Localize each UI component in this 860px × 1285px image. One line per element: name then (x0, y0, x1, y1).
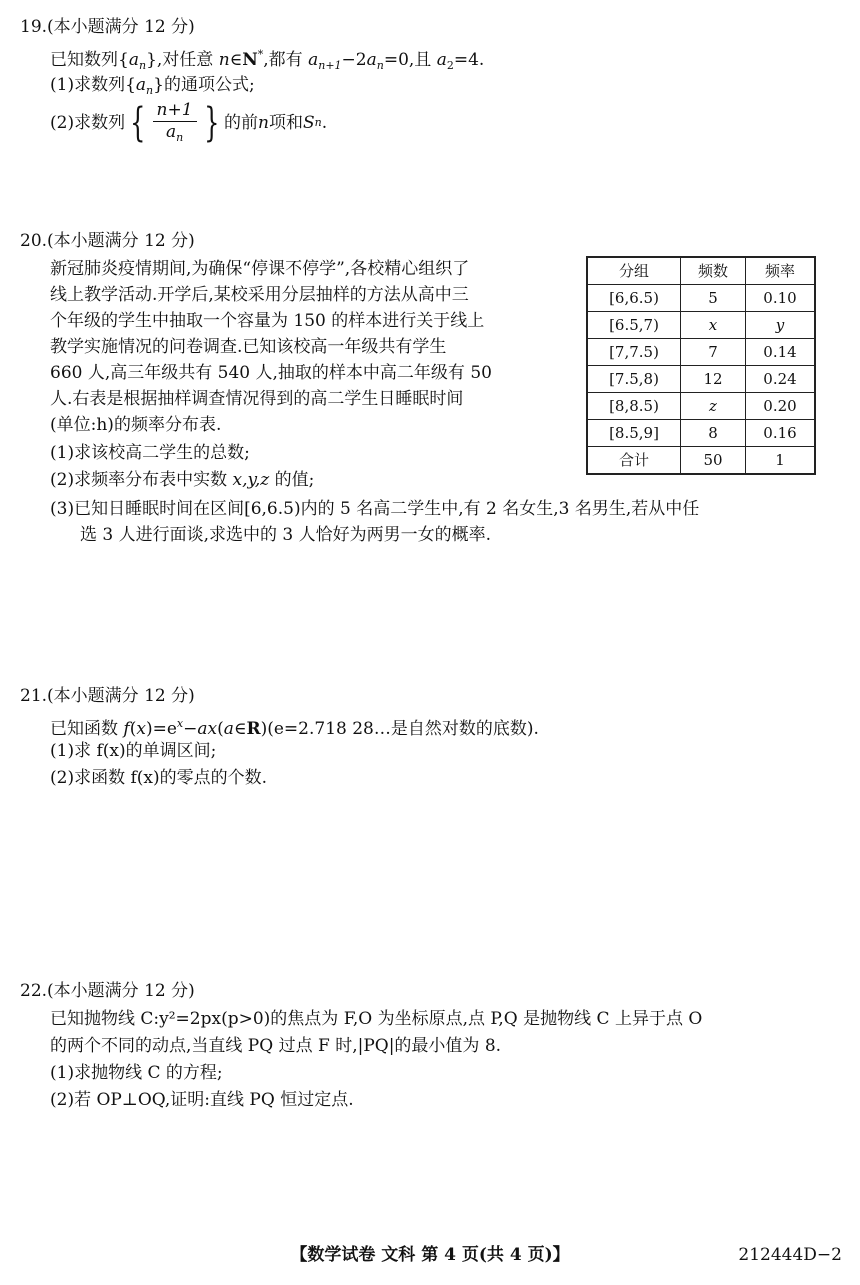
table-row (587, 312, 815, 339)
table-cell: 0.14 (746, 339, 816, 366)
table-cell: 7 (681, 339, 746, 366)
page-footer: 【数学试卷 文科 第 4 页(共 4 页)】 (290, 1245, 570, 1265)
table-cell: x (681, 312, 746, 339)
q20-part2: (2)求频率分布表中实数 x,y,z 的值; (50, 470, 315, 490)
table-header: 频率 (746, 257, 816, 285)
q20-part3-line1: (3)已知日睡眠时间在区间[6,6.5)内的 5 名高二学生中,有 2 名女生,3 名男生,若从中任 (50, 499, 700, 519)
table-cell: y (746, 312, 816, 339)
q22-line-2: 的两个不同的动点,当直线 PQ 过点 F 时,|PQ|的最小值为 8. (50, 1036, 502, 1056)
q22-line-1: 已知抛物线 C:y²=2px(p>0)的焦点为 F,O 为坐标原点,点 P,Q 是抛物线 C 上异于点 O (50, 1009, 703, 1029)
exam-code: 212444D−2 (738, 1245, 842, 1265)
table-cell: [8.5,9] (587, 420, 681, 447)
q19-stem: 已知数列$\{a_n\}$,对任意 n∈N*,都有 $a_{n+1}-2a_n=0$,且 $a_2=4$. (50, 48, 485, 72)
q19-part2: (2)求数列 { $\frac{n+1}{a_n}$ } 的前 n 项和 S n . (50, 99, 328, 146)
q22-part2: (2)若 OP⊥OQ,证明:直线 PQ 恒过定点. (50, 1090, 354, 1110)
q21-stem: 已知函数 $f(x)=e^x-ax(a\in R)(e=2.718$ 28…是自然对数的底数). (50, 717, 539, 739)
table-cell: 0.16 (746, 420, 816, 447)
table-row (587, 447, 815, 475)
table-row (587, 339, 815, 366)
q19-header: 19.(本小题满分 12 分) (20, 17, 195, 37)
q20-part1: (1)求该校高二学生的总数; (50, 443, 250, 463)
table-row (587, 420, 815, 447)
q22-header: 22.(本小题满分 12 分) (20, 981, 195, 1001)
fraction: $\frac{n+1}{a_n}$ (153, 99, 197, 148)
table-cell: [8,8.5) (587, 393, 681, 420)
table-header: 分组 (587, 257, 681, 285)
table-cell: 0.24 (746, 366, 816, 393)
q20-line-6: 人.右表是根据抽样调查情况得到的高二学生日睡眠时间 (50, 389, 464, 409)
table-cell: 12 (681, 366, 746, 393)
table-header-row (587, 257, 815, 285)
frequency-table (586, 256, 816, 475)
q21-header: 21.(本小题满分 12 分) (20, 686, 195, 706)
table-row (587, 393, 815, 420)
table-cell: [7,7.5) (587, 339, 681, 366)
table-cell: 1 (746, 447, 816, 475)
table-row (587, 285, 815, 312)
table-cell: 8 (681, 420, 746, 447)
q20-line-2: 线上教学活动.开学后,某校采用分层抽样的方法从高中三 (50, 285, 469, 305)
table-cell: 50 (681, 447, 746, 475)
table-cell: 5 (681, 285, 746, 312)
table-cell: 0.10 (746, 285, 816, 312)
table-cell: [6.5,7) (587, 312, 681, 339)
q20-line-5: 660 人,高三年级共有 540 人,抽取的样本中高二年级有 50 (50, 363, 492, 383)
q20-line-7: (单位:h)的频率分布表. (50, 415, 222, 435)
q20-line-3: 个年级的学生中抽取一个容量为 150 的样本进行关于线上 (50, 311, 485, 331)
table-cell: 合计 (587, 447, 681, 475)
q20-part3-line2: 选 3 人进行面谈,求选中的 3 人恰好为两男一女的概率. (80, 525, 492, 545)
table-row (587, 366, 815, 393)
table-cell: [6,6.5) (587, 285, 681, 312)
table-cell: [7.5,8) (587, 366, 681, 393)
q20-line-4: 教学实施情况的问卷调查.已知该校高一年级共有学生 (50, 337, 447, 357)
q22-part1: (1)求抛物线 C 的方程; (50, 1063, 223, 1083)
q20-header: 20.(本小题满分 12 分) (20, 231, 195, 251)
table-cell: z (681, 393, 746, 420)
q21-part1: (1)求 f(x)的单调区间; (50, 741, 217, 761)
q19-part1: (1)求数列$\{a_n\}$的通项公式; (50, 75, 255, 97)
q21-part2: (2)求函数 f(x)的零点的个数. (50, 768, 268, 788)
q20-line-1: 新冠肺炎疫情期间,为确保“停课不停学”,各校精心组织了 (50, 259, 470, 279)
table-cell: 0.20 (746, 393, 816, 420)
table-header: 频数 (681, 257, 746, 285)
